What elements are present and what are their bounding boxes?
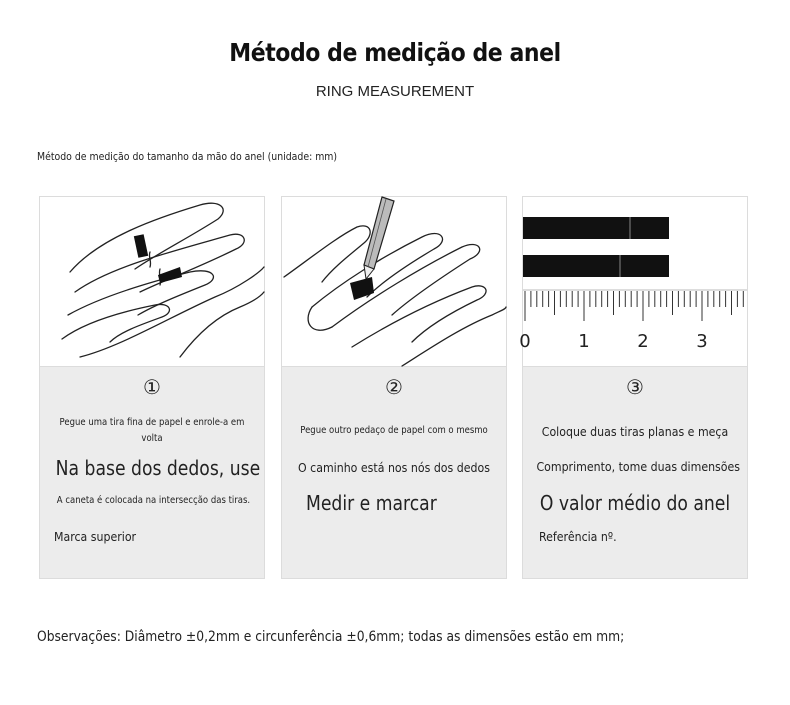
step-1-line-4: A caneta é colocada na intersecção das tiras. [56, 495, 251, 506]
step-card-1 [39, 196, 265, 579]
step-3-line-1: Coloque duas tiras planas e meça [541, 424, 729, 439]
footer-note: Observações: Diâmetro ±0,2mm e circunferência ±0,6mm; todas as dimensões estão em mm; [37, 629, 625, 645]
step-number-3: ③ [626, 375, 644, 399]
hand-with-paper-strip-illustration [40, 197, 264, 367]
hand-with-pen-illustration [282, 197, 506, 367]
step-1-line-5: Marca superior [54, 529, 137, 544]
step-1-line-1: Pegue uma tira fina de papel e enrole-a em [59, 417, 245, 428]
step-2-line-2: O caminho está nos nós dos dedos [298, 460, 490, 475]
ruler-label-0: 0 [519, 331, 531, 352]
step-2-line-1: Pegue outro pedaço de papel com o mesmo [300, 425, 488, 436]
step-card-3 [519, 196, 748, 579]
step-1-line-2: volta [141, 433, 163, 444]
step-3-line-3: O valor médio do anel [539, 491, 731, 515]
step-1-line-3: Na base dos dedos, use [55, 456, 261, 480]
ruler-illustration [519, 197, 747, 366]
ruler-label-2: 2 [637, 331, 649, 352]
step-3-line-2: Comprimento, tome duas dimensões [536, 459, 741, 474]
step-3-line-4: Referência nº. [539, 529, 617, 544]
strips-and-ruler-illustration [519, 197, 747, 367]
step-number-2: ② [385, 375, 403, 399]
hand-illustration-1 [40, 197, 264, 366]
step-card-2 [281, 196, 507, 579]
hand-illustration-2 [282, 197, 506, 366]
page-title: Método de medição de anel [229, 38, 561, 67]
step-2-line-3: Medir e marcar [306, 491, 437, 515]
ruler-label-3: 3 [696, 331, 708, 352]
method-note: Método de medição do tamanho da mão do anel (unidade: mm) [37, 150, 338, 163]
ruler-label-1: 1 [578, 331, 590, 352]
step-number-1: ① [143, 375, 161, 399]
page-subtitle: RING MEASUREMENT [315, 83, 475, 100]
